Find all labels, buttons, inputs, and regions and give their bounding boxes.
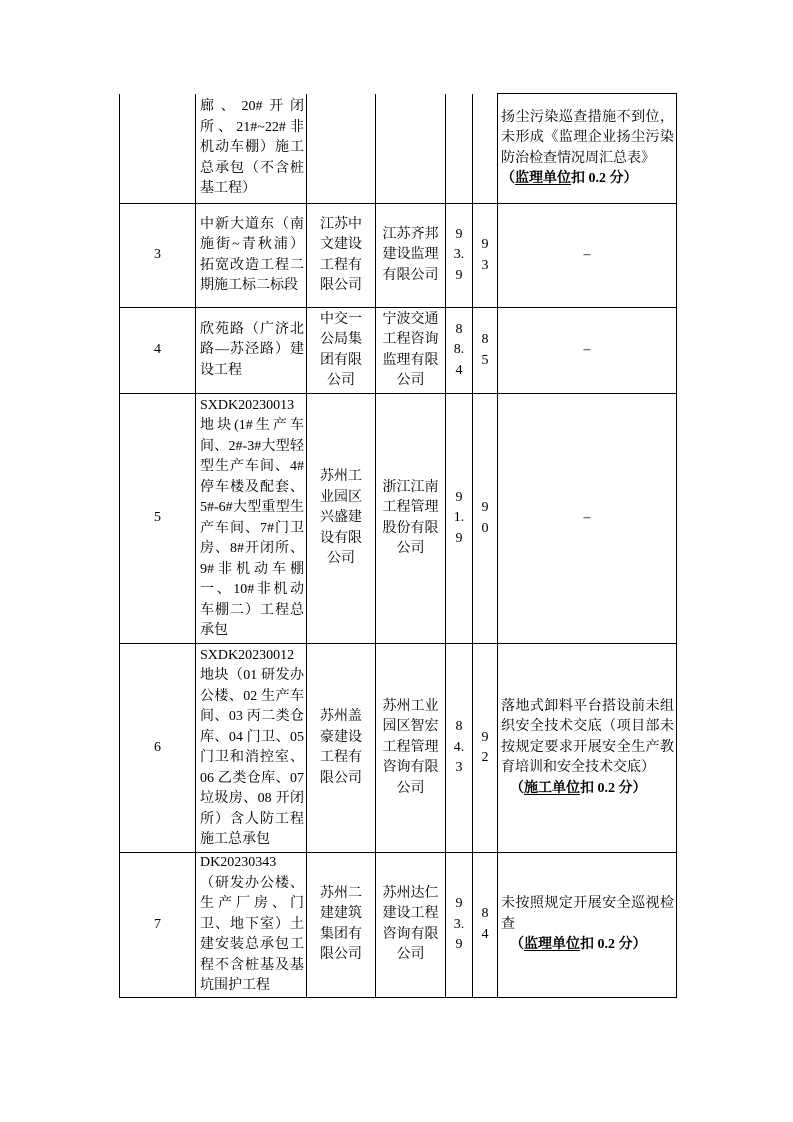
supervisor-cell: [376, 308, 446, 394]
row-number-cell: [120, 644, 196, 853]
supervisor-name: 苏州工业园区智宏工程管理咨询有限公司: [382, 698, 439, 796]
construction-score-cell: [446, 94, 473, 204]
contractor-name: 苏州工业园区兴盛建设有限公司: [320, 469, 362, 567]
row-number: 6: [154, 739, 161, 755]
table-row: [120, 308, 677, 394]
score-digit: 9: [455, 530, 463, 546]
penalty-open-paren: （: [510, 780, 524, 796]
penalty-note: [501, 935, 674, 956]
supervisor-name: 苏州达仁建设工程咨询有限公司: [382, 885, 439, 963]
contractor-name: 苏州盖豪建设工程有限公司: [320, 709, 362, 786]
penalty-unit-name: 施工单位: [524, 780, 580, 796]
supervision-score-cell: [473, 308, 498, 394]
project-name: 欣苑路（广济北路—苏泾路）建设工程: [200, 321, 304, 378]
score-digit: 9: [481, 237, 489, 252]
row-number: 3: [154, 247, 161, 263]
remarks-cell: [498, 394, 677, 644]
score-digit: 9: [455, 226, 463, 242]
score-value: [446, 717, 472, 779]
supervisor-cell: [376, 644, 446, 853]
row-number-cell: [120, 853, 196, 998]
row-number-cell: [120, 94, 196, 204]
table-row: [120, 94, 677, 204]
score-digit: 4: [455, 362, 463, 378]
score-digit: 1.: [453, 510, 465, 526]
score-value: [473, 235, 497, 276]
table-row: [120, 204, 677, 308]
remark-dash: –: [583, 247, 591, 263]
contractor-name: 苏州二建建筑集团有限公司: [320, 885, 362, 963]
project-name-cell: [196, 94, 307, 204]
score-digit: 3.: [453, 247, 465, 263]
score-digit: 4.: [453, 739, 465, 755]
supervision-score-cell: [473, 94, 498, 204]
supervisor-cell: [376, 853, 446, 998]
remark-content: [498, 108, 676, 190]
supervision-score-cell: [473, 394, 498, 644]
construction-score-cell: [446, 394, 473, 644]
remark-content: [498, 697, 676, 800]
contractor-cell: [307, 394, 376, 644]
score-value: [473, 728, 497, 769]
penalty-unit-name: 监理单位: [515, 171, 571, 186]
supervisor-cell: [376, 394, 446, 644]
inspection-results-table: [119, 93, 677, 998]
remark-text: 落地式卸料平台搭设前未组织安全技术交底（项目部未按规定要求开展安全生产教育培训和安全技术交底）: [501, 698, 674, 776]
score-digit: 3: [481, 257, 489, 273]
supervisor-cell: [376, 94, 446, 204]
project-name-cell: [196, 394, 307, 644]
contractor-cell: [307, 853, 376, 998]
project-name-cell: [196, 308, 307, 394]
score-digit: 2: [481, 750, 489, 765]
remark-text: 未按照规定开展安全巡视检查: [501, 896, 674, 932]
score-value: [473, 904, 497, 945]
score-digit: 0: [481, 520, 489, 536]
table-row: [120, 644, 677, 853]
contractor-cell: [307, 644, 376, 853]
score-digit: 8: [455, 719, 463, 735]
remarks-cell: [498, 644, 677, 853]
score-value: [446, 225, 472, 287]
score-digit: 9: [481, 729, 489, 745]
project-name: 中新大道东（南施街~青秋浦）拓宽改造工程二期施工标二标段: [200, 216, 304, 293]
penalty-unit-name: 监理单位: [524, 937, 580, 952]
score-digit: 5: [481, 352, 489, 368]
remarks-cell: [498, 308, 677, 394]
supervisor-name: 宁波交通工程咨询监理有限公司: [382, 311, 439, 388]
project-name: SXDK20230012地块（01 研发办公楼、02 生产车间、03 丙二类仓库、04 门卫、05 门卫和消控室、06 乙类仓库、07 垃圾房、08 开闭所）含人防工程施工总承包: [200, 647, 304, 847]
project-name-cell: [196, 644, 307, 853]
contractor-name: 江苏中文建设工程有限公司: [320, 216, 362, 293]
score-value: [473, 330, 497, 371]
table-row: [120, 394, 677, 644]
row-number-cell: [120, 204, 196, 308]
project-name: DK20230343（研发办公楼、生产厂房、门卫、地下室）土建安装总承包工程不含桩基及基坑围护工程: [200, 855, 304, 993]
remark-text: 扬尘污染巡查措施不到位，未形成《监理企业扬尘污染防治检查情况周汇总表》: [501, 109, 674, 166]
penalty-deduction-text: 扣 0.2 分）: [580, 937, 647, 952]
project-name: SXDK20230013地块(1#生产车间、2#-3#大型轻型生产车间、4#停车楼及配套、5#-6#大型重型生产车间、7#门卫房、8#开闭所、9#非机动车棚一、10#非机动车棚二）工程总承包: [200, 397, 304, 638]
penalty-open-paren: （: [501, 171, 515, 186]
construction-score-cell: [446, 308, 473, 394]
score-digit: 8.: [453, 342, 465, 358]
remark-content: [498, 894, 676, 956]
remarks-cell: [498, 853, 677, 998]
score-digit: 8: [481, 906, 489, 922]
score-digit: 4: [481, 926, 489, 942]
contractor-cell: [307, 308, 376, 394]
supervision-score-cell: [473, 644, 498, 853]
penalty-deduction-text: 扣 0.2 分）: [580, 780, 647, 796]
score-digit: 9: [455, 489, 463, 505]
score-digit: 9: [455, 937, 463, 952]
score-digit: 9: [455, 267, 463, 283]
construction-score-cell: [446, 853, 473, 998]
score-digit: 3.: [453, 916, 465, 932]
score-digit: 9: [455, 896, 463, 911]
supervisor-cell: [376, 204, 446, 308]
supervisor-name: 浙江江南工程管理股份有限公司: [382, 479, 439, 556]
row-number: 5: [154, 510, 161, 526]
penalty-note: [501, 169, 674, 190]
score-digit: 8: [481, 332, 489, 347]
project-name: 廊、20#开闭所、21#~22#非机动车棚）施工总承包（不含桩基工程）: [200, 99, 304, 196]
row-number: 7: [154, 916, 161, 932]
construction-score-cell: [446, 644, 473, 853]
score-value: [446, 488, 472, 550]
supervisor-name: 江苏齐邦建设监理有限公司: [382, 226, 439, 283]
project-name-cell: [196, 853, 307, 998]
contractor-cell: [307, 94, 376, 204]
row-number-cell: [120, 394, 196, 644]
remarks-cell: [498, 204, 677, 308]
remark-dash: –: [583, 342, 591, 358]
score-value: [446, 320, 472, 382]
penalty-open-paren: （: [510, 937, 524, 952]
table-row: [120, 853, 677, 998]
contractor-cell: [307, 204, 376, 308]
construction-score-cell: [446, 204, 473, 308]
row-number-cell: [120, 308, 196, 394]
remarks-cell: [498, 94, 677, 204]
remark-dash: –: [583, 510, 591, 526]
score-digit: 9: [481, 500, 489, 515]
supervision-score-cell: [473, 204, 498, 308]
score-value: [446, 894, 472, 956]
score-value: [473, 498, 497, 539]
project-name-cell: [196, 204, 307, 308]
table-body: [120, 94, 677, 998]
contractor-name: 中交一公局集团有限公司: [320, 311, 362, 388]
score-digit: 8: [455, 321, 463, 337]
penalty-deduction-text: 扣 0.2 分）: [571, 171, 638, 186]
supervision-score-cell: [473, 853, 498, 998]
penalty-note: [501, 779, 674, 800]
score-digit: 3: [455, 760, 463, 776]
row-number: 4: [154, 342, 161, 358]
